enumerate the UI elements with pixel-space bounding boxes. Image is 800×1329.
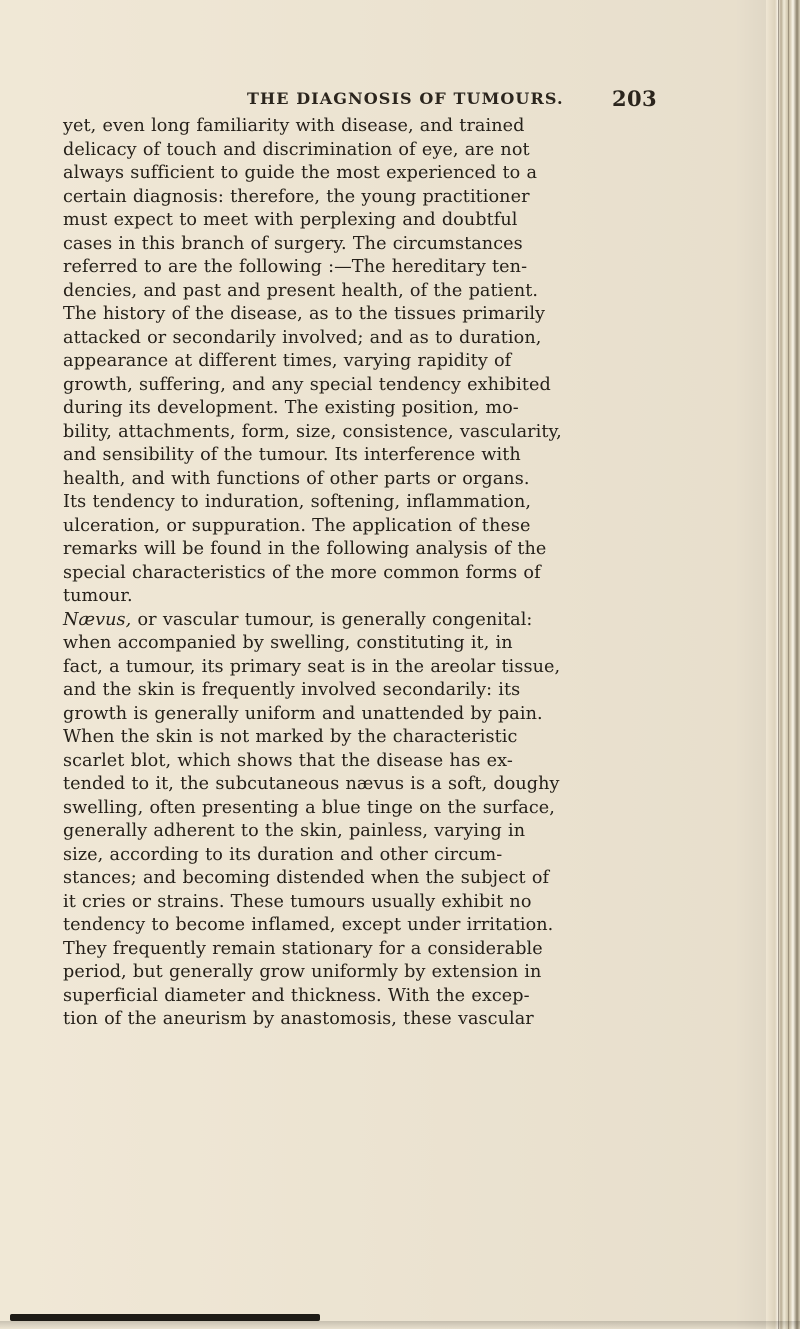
text-line: bility, attachments, form, size, consistence, vascularity, [63,421,562,442]
running-title: THE DIAGNOSIS OF TUMOURS. [247,89,564,108]
text-line: tion of the aneurism by anastomosis, these vascular [63,1009,534,1029]
text-line: Its tendency to induration, softening, inflammation, [63,492,532,512]
text-line: always sufficient to guide the most experienced to a [63,163,538,183]
main-text [63,115,671,1032]
page-number: 203 [612,86,658,111]
text-line: and sensibility of the tumour. Its interference with [63,445,521,465]
naevus-definition: or vascular tumour, is generally congenital: [131,609,533,630]
text-line: during its development. The existing position, mo- [63,398,519,418]
text-line: cases in this branch of surgery. The circumstances [63,233,523,254]
text-line: appearance at different times, varying rapidity of [63,351,512,371]
text-line: referred to are the following :—The hereditary ten- [63,257,528,277]
bottom-page-shadow [0,1321,800,1329]
text-line: period, but generally grow uniformly by extension in [63,962,542,982]
text-line: special characteristics of the more common forms of [63,562,541,583]
text-line: fact, a tumour, its primary seat is in the areolar tissue, [63,656,561,677]
text-line: They frequently remain stationary for a considerable [63,938,543,959]
text-line: when accompanied by swelling, constituting it, in [63,633,513,653]
text-line: growth is generally uniform and unattended by pain. [63,703,543,724]
text-line: tumour. [63,586,133,606]
text-line: scarlet blot, which shows that the disease has ex- [63,750,513,771]
bottom-scan-shadow [10,1314,320,1321]
text-line: it cries or strains. These tumours usually exhibit no [63,891,532,912]
text-line: swelling, often presenting a blue tinge on the surface, [63,797,555,818]
text-line: remarks will be found in the following analysis of the [63,539,547,559]
text-line: must expect to meet with perplexing and doubtful [63,210,518,230]
text-line: stances; and becoming distended when the subject of [63,868,550,888]
text-line: superficial diameter and thickness. With the excep- [63,985,530,1006]
text-line: dencies, and past and present health, of the patient. [63,280,539,301]
text-line: generally adherent to the skin, painless, varying in [63,821,526,841]
book-spine-edge [766,0,800,1329]
text-line: ulceration, or suppuration. The application of these [63,515,531,536]
text-line: size, according to its duration and other circum- [63,844,503,865]
text-line: tendency to become inflamed, except under irritation. [63,915,554,935]
text-line: When the skin is not marked by the characteristic [63,727,518,747]
text-line: delicacy of touch and discrimination of eye, are not [63,139,530,160]
text-line: certain diagnosis: therefore, the young practitioner [63,186,530,207]
text-line: attacked or secondarily involved; and as to duration, [63,327,542,348]
page-header [0,86,800,116]
text-line: tended to it, the subcutaneous nævus is a soft, doughy [63,774,560,794]
text-line: The history of the disease, as to the tissues primarily [63,304,546,324]
naevus-term: Nævus, [63,609,132,630]
text-line: yet, even long familiarity with disease, and trained [63,116,525,136]
naevus-paragraph-start [63,609,671,633]
text-line: health, and with functions of other parts or organs. [63,468,530,489]
text-line: growth, suffering, and any special tendency exhibited [63,374,551,395]
text-line: and the skin is frequently involved secondarily: its [63,680,521,700]
